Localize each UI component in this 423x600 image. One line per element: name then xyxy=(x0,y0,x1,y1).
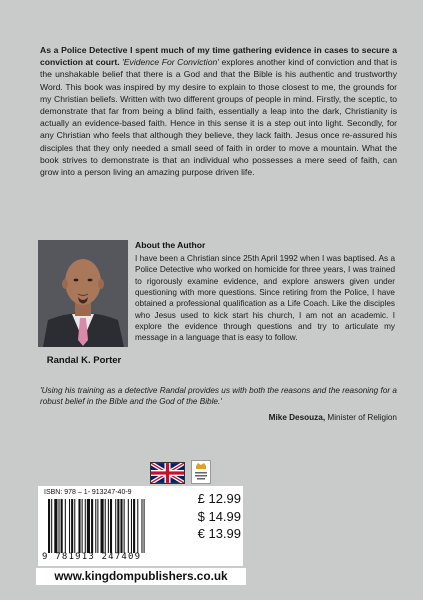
barcode-bar xyxy=(91,499,93,553)
barcode-bar xyxy=(120,499,122,553)
barcode-number: 9 781913 247409 xyxy=(42,552,142,562)
price-usd: $ 14.99 xyxy=(197,508,241,524)
barcode-bar xyxy=(137,499,138,553)
blurb-lead: As a Police Detective I spent much of my time gathering evidence in cases to secure a conviction at court. xyxy=(40,45,397,68)
barcode-bar xyxy=(65,499,66,553)
barcode-bar xyxy=(115,499,116,553)
publisher-website: www.kingdompublishers.co.uk xyxy=(36,568,246,585)
barcode-bar xyxy=(101,499,104,553)
barcode-bar xyxy=(110,499,112,553)
endorser-role: Minister of Religion xyxy=(325,413,397,422)
barcode-bar xyxy=(51,499,52,553)
barcode-bar xyxy=(78,499,80,553)
price-gbp: £ 12.99 xyxy=(197,491,241,506)
barcode-bar xyxy=(48,499,50,553)
barcode-bar xyxy=(108,499,109,553)
barcode-bar xyxy=(133,499,135,553)
price-eur: € 13.99 xyxy=(197,526,241,542)
blurb-book-title: 'Evidence For Conviction' xyxy=(122,57,219,68)
barcode-bar xyxy=(124,499,125,553)
blurb-text xyxy=(40,44,397,178)
price-list xyxy=(143,490,241,543)
barcode-bar xyxy=(85,499,86,553)
barcode-bar xyxy=(71,499,73,553)
endorser-name: Mike Desouza, xyxy=(268,413,326,422)
barcode-bar xyxy=(97,499,98,553)
uk-flag-icon xyxy=(150,462,185,484)
barcode-bar xyxy=(74,499,75,553)
endorsement-attribution xyxy=(269,413,397,422)
publisher-logo-icon xyxy=(191,460,211,484)
barcode-bar xyxy=(82,499,83,553)
blurb-body: explores another kind of conviction and that is the unshakable belief that there is a God and that the Bible is his authentic and trustworthy Word. This book was inspired by my desire to explain to those closest to me, the grounds for my Christian beliefs. Written with two different groups of people in mind. Firstly, the sceptic, to demonstrate that far from being a blind faith, essentially a leap into the dark, Christianity is actually an evidence-based faith. Hence in this sense it is a step out into light. Secondly, for any Christian who feels that although they believe, they lack faith. Jesus once re-assured his disciples that they only needed a small seed of faith in order to move a mountain. What the book strives to demonstrate is that an individual who possesses a mere seed of faith, can grow into a person living an amazing purpose driven life. xyxy=(40,57,397,178)
barcode-bar xyxy=(69,499,70,553)
barcode-bar xyxy=(117,499,119,553)
author-photo xyxy=(38,240,128,347)
about-author-heading: About the Author xyxy=(135,240,206,250)
barcode-bar xyxy=(95,499,96,553)
barcode-bar xyxy=(131,499,132,553)
barcode-bar xyxy=(61,499,63,553)
isbn-label: ISBN: 978 – 1- 913247-40-9 xyxy=(44,489,132,496)
endorsement-quote: 'Using his training as a detective Randal provides us with both the reasons and the reasoning for a robust belief in the Bible and the God of the Bible.' xyxy=(40,386,397,407)
barcode-bar xyxy=(87,499,90,553)
barcode-bar xyxy=(105,499,106,553)
barcode-bar xyxy=(128,499,129,553)
barcode-bar xyxy=(54,499,57,553)
barcode-bar xyxy=(59,499,60,553)
about-author-text: I have been a Christian since 25th April 1992 when I was baptised. As a Police Detective who worked on homicide for three years, I was trained to rigorously examine evidence, and explore answers given under questioning with more questions. Since retiring from the Police, I have obtained a professional qualification as a Life Coach. Like the disciples who Jesus used to kick start his church, I am not an academic. I explore the evidence through questions and try to articulate my message in a language that is easy to follow. xyxy=(135,254,395,343)
author-name: Randal K. Porter xyxy=(46,355,122,366)
